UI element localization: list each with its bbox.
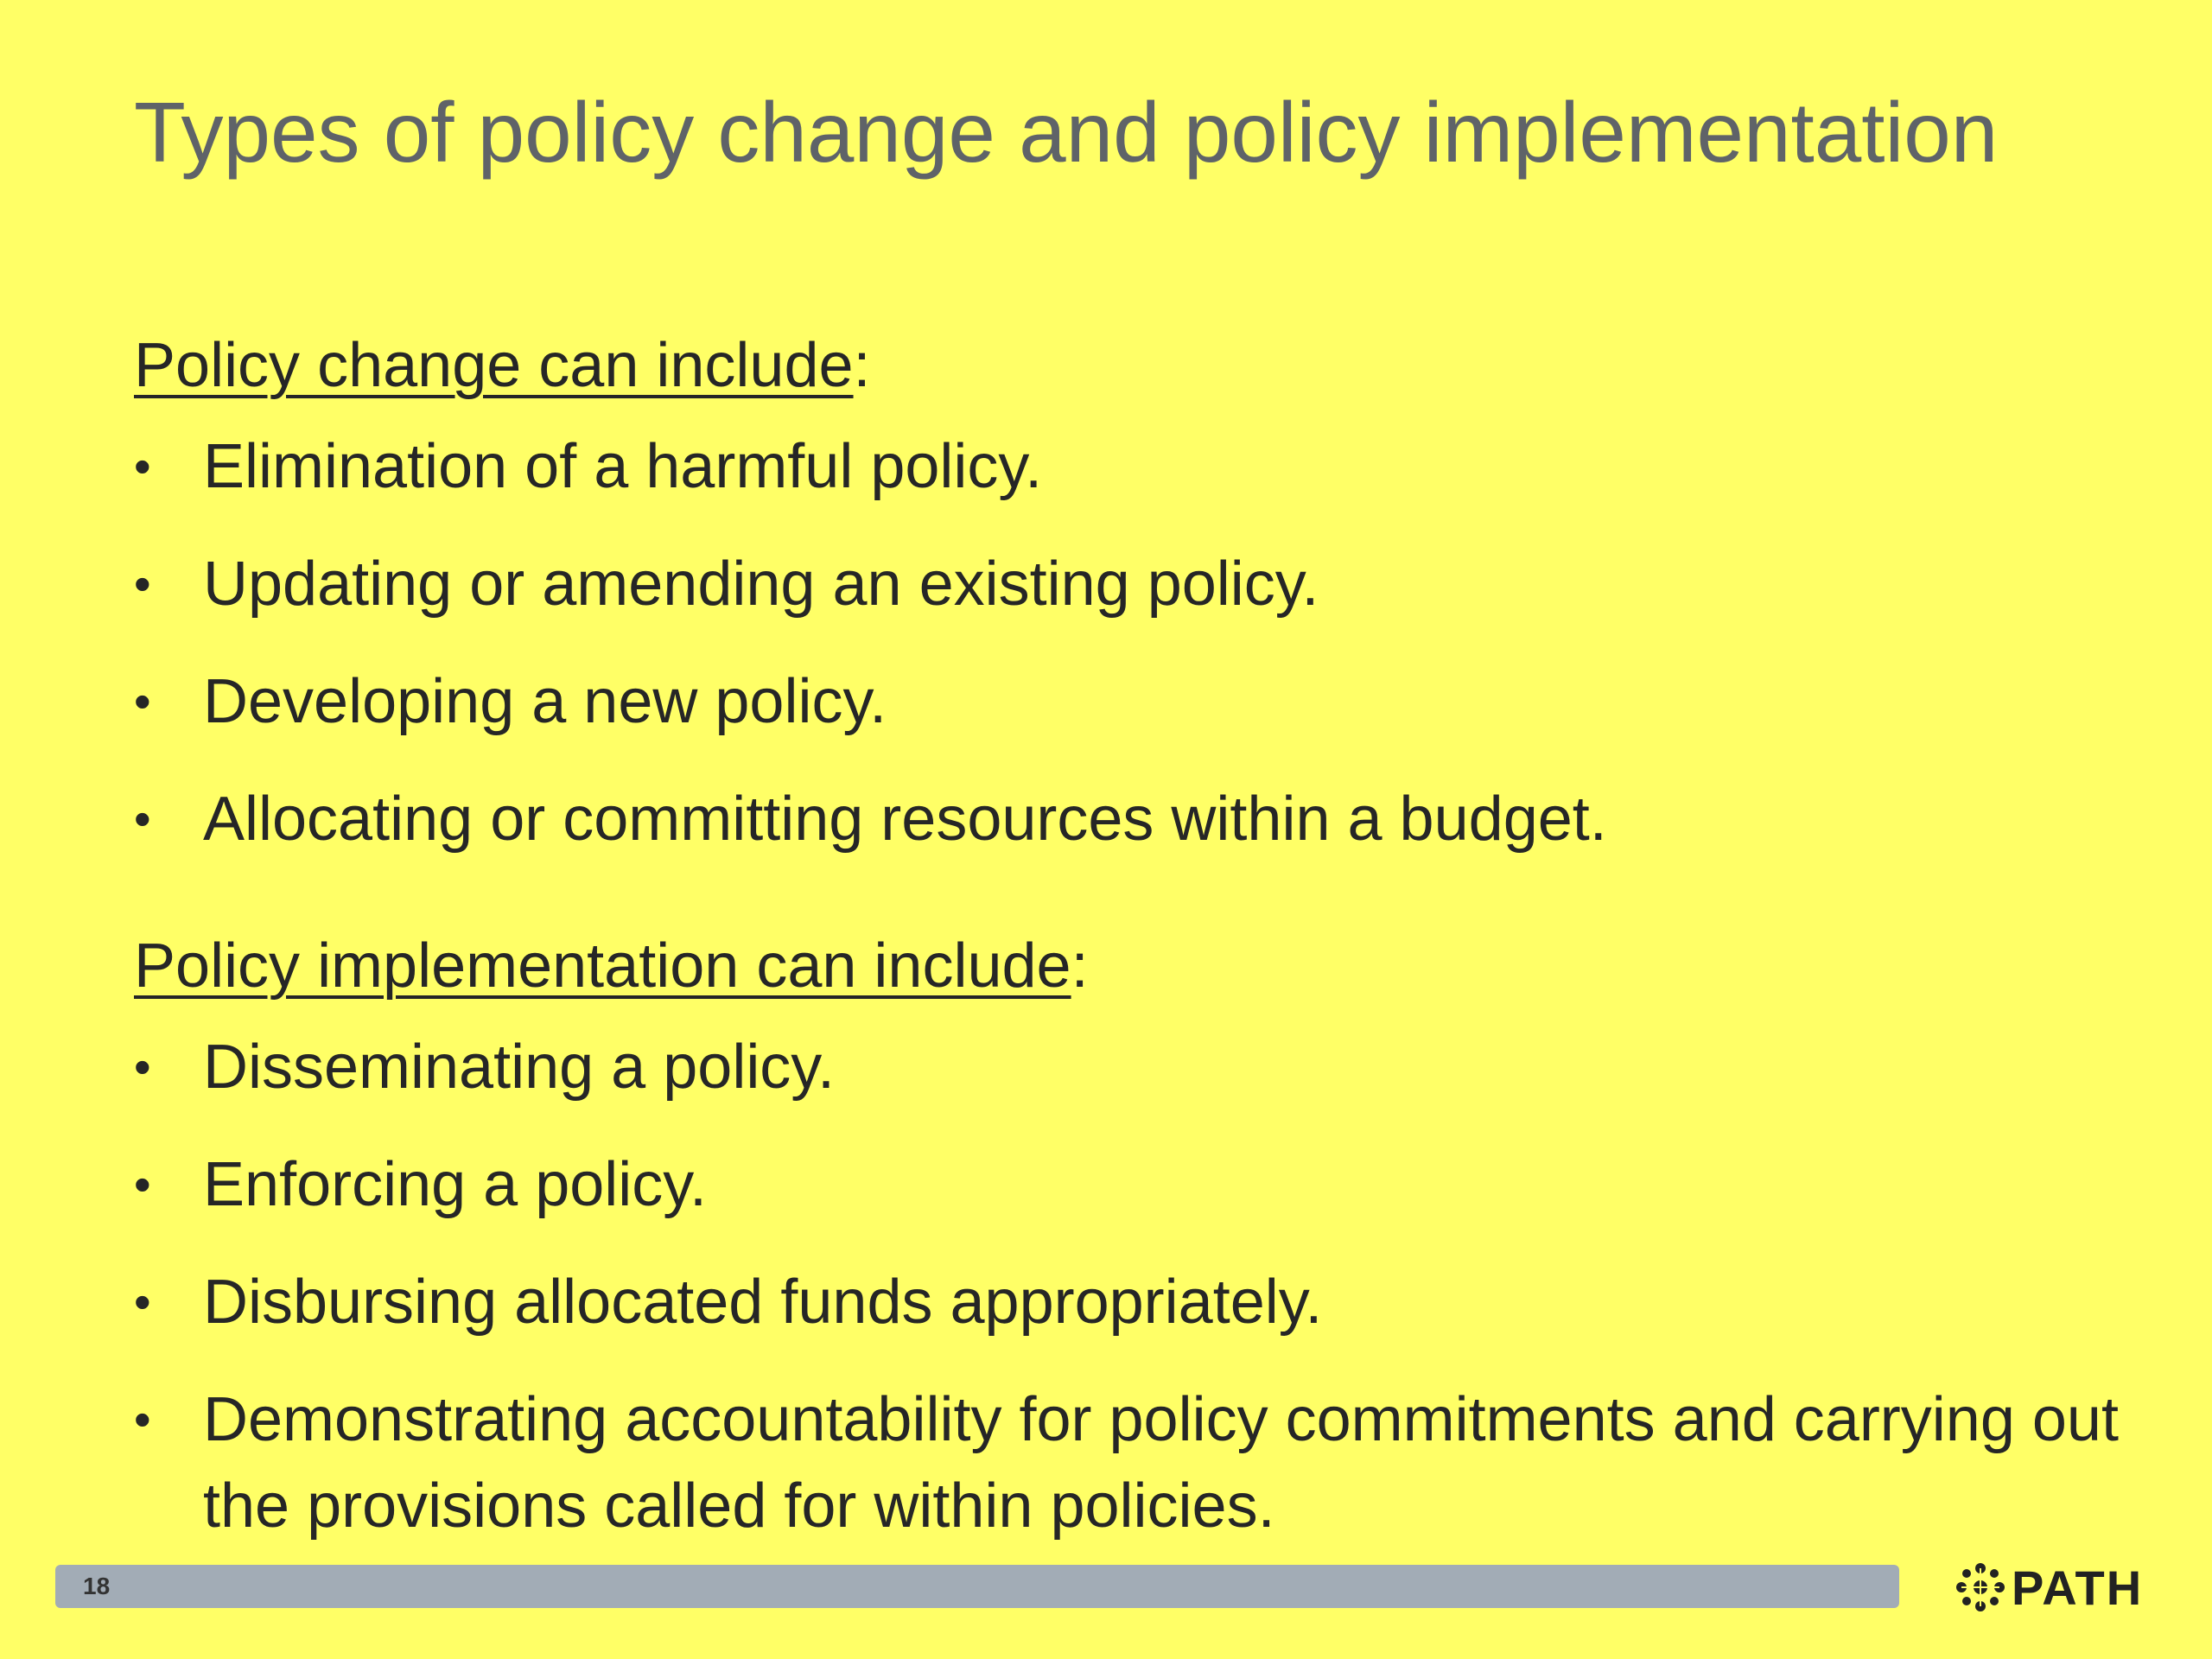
section-heading	[134, 929, 2121, 1024]
section-heading	[134, 328, 2121, 423]
list-item-text: Allocating or committing resources within a budget.	[203, 785, 1607, 854]
bullet-icon: •	[134, 1392, 151, 1446]
list-item	[134, 1024, 2121, 1110]
list-item	[134, 1141, 2121, 1228]
policy-implementation-section	[134, 929, 2121, 1580]
policy-change-section	[134, 328, 2121, 893]
list-item	[134, 423, 2121, 510]
list-item	[134, 541, 2121, 627]
list-item-text: Demonstrating accountability for policy commitments and carrying out the provisions called for within policies.	[203, 1385, 2119, 1541]
bullet-icon: •	[134, 1274, 151, 1329]
path-logo	[1955, 1557, 2143, 1618]
section-heading-colon: :	[1071, 931, 1089, 1001]
section-heading-text: Policy change can include	[134, 331, 854, 400]
path-logo-text: PATH	[2012, 1560, 2144, 1615]
section-heading-colon: :	[853, 331, 871, 400]
list-item-text: Developing a new policy.	[203, 667, 887, 736]
bullet-icon: •	[134, 791, 151, 846]
list-item-text: Updating or amending an existing policy.	[203, 550, 1319, 619]
bullet-list	[134, 1024, 2121, 1549]
list-item	[134, 776, 2121, 862]
bullet-icon: •	[134, 556, 151, 611]
bullet-icon: •	[134, 439, 151, 493]
bullet-icon: •	[134, 1157, 151, 1211]
list-item-text: Disseminating a policy.	[203, 1033, 835, 1102]
footer-bar	[55, 1565, 1899, 1608]
page-number: 18	[83, 1573, 111, 1599]
section-heading-text: Policy implementation can include	[134, 931, 1071, 1001]
bullet-list	[134, 423, 2121, 862]
path-logo-icon	[1955, 1561, 2006, 1613]
bullet-icon: •	[134, 1039, 151, 1094]
bullet-icon: •	[134, 674, 151, 728]
list-item-text: Disbursing allocated funds appropriately.	[203, 1268, 1323, 1337]
slide-title: Types of policy change and policy implementation	[134, 85, 1999, 180]
list-item	[134, 1376, 2121, 1549]
list-item-text: Enforcing a policy.	[203, 1150, 707, 1219]
list-item	[134, 1259, 2121, 1345]
list-item	[134, 658, 2121, 745]
list-item-text: Elimination of a harmful policy.	[203, 432, 1043, 501]
